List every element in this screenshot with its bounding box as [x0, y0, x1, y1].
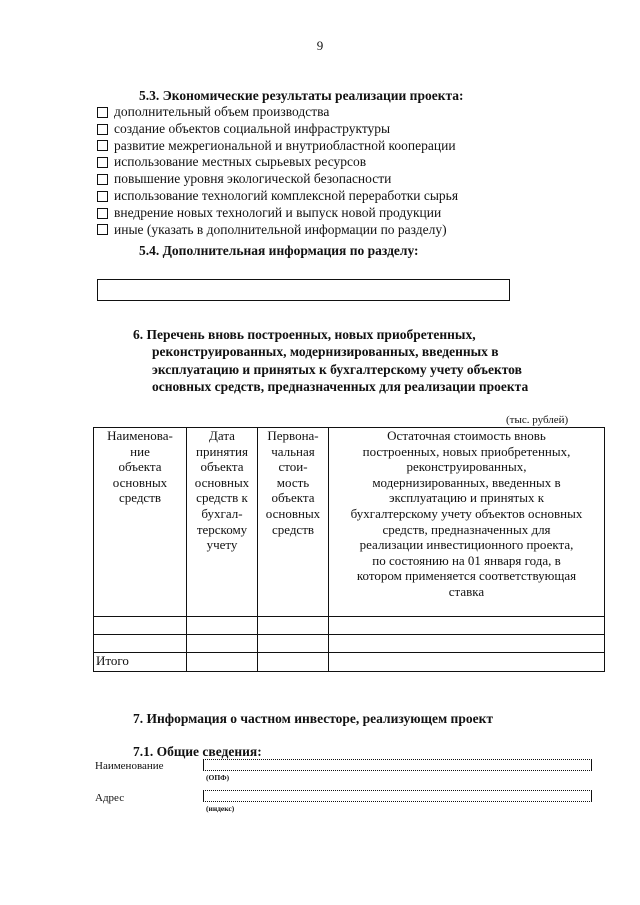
- checklist-item[interactable]: [97, 188, 458, 205]
- table-cell[interactable]: [187, 635, 258, 653]
- economic-results-checklist: [97, 104, 458, 238]
- checklist-item[interactable]: [97, 138, 458, 155]
- section-6-title-line: 6. Перечень вновь построенных, новых приобретенных,: [133, 327, 476, 342]
- checkbox[interactable]: [97, 191, 108, 202]
- checkbox[interactable]: [97, 224, 108, 235]
- table-cell[interactable]: [258, 617, 329, 635]
- total-label: Итого: [94, 653, 187, 672]
- page-number: 9: [316, 38, 324, 53]
- name-label: Наименование: [95, 760, 164, 772]
- section-6-title: [133, 326, 528, 396]
- checklist-item-label: иные (указать в дополнительной информации по разделу): [114, 221, 447, 237]
- checkbox[interactable]: [97, 174, 108, 185]
- checkbox[interactable]: [97, 157, 108, 168]
- section-5-4-title: 5.4. Дополнительная информация по разделу:: [139, 243, 419, 258]
- column-header-asset-name: Наименова- ние объекта основных средств: [94, 428, 187, 617]
- section-6-title-line: эксплуатацию и принятых к бухгалтерскому учету объектов: [152, 361, 522, 377]
- units-label: (тыс. рублей): [506, 414, 569, 426]
- checklist-item-label: внедрение новых технологий и выпуск новой продукции: [114, 204, 442, 220]
- section-7-title: 7. Информация о частном инвесторе, реализующем проект: [133, 711, 493, 726]
- name-field[interactable]: [203, 759, 592, 771]
- checklist-item-label: создание объектов социальной инфраструктуры: [114, 120, 391, 136]
- section-6-title-line: основных средств, предназначенных для реализации проекта: [152, 379, 529, 395]
- checklist-item-label: использование местных сырьевых ресурсов: [114, 154, 367, 170]
- table-row: [94, 635, 605, 653]
- table-cell[interactable]: [329, 653, 605, 672]
- section-7-1-title: 7.1. Общие сведения:: [133, 744, 262, 759]
- table-cell[interactable]: [94, 635, 187, 653]
- checklist-item[interactable]: [97, 121, 458, 138]
- table-row: [94, 617, 605, 635]
- postal-index-sublabel: (индекс): [206, 804, 235, 813]
- address-field[interactable]: [203, 790, 592, 802]
- table-cell[interactable]: [187, 653, 258, 672]
- table-cell[interactable]: [258, 653, 329, 672]
- section-6-title-line: реконструированных, модернизированных, введенных в: [152, 344, 499, 360]
- checkbox[interactable]: [97, 208, 108, 219]
- column-header-acceptance-date: Дата принятия объекта основных средств к бухгал- терскому учету: [187, 428, 258, 617]
- table-cell[interactable]: [329, 635, 605, 653]
- checkbox[interactable]: [97, 124, 108, 135]
- checkbox[interactable]: [97, 107, 108, 118]
- column-header-initial-cost: Первона- чальная стои- мость объекта основных средств: [258, 428, 329, 617]
- checklist-item[interactable]: [97, 222, 458, 239]
- table-cell[interactable]: [329, 617, 605, 635]
- opf-sublabel: (ОПФ): [206, 773, 230, 782]
- checklist-item[interactable]: [97, 205, 458, 222]
- column-header-residual-value: Остаточная стоимость вновь построенных, новых приобретенных, реконструированных, модернизированных, введенных в эксплуатацию и принятых к бухгалтерскому учету объектов основных средств, предназначенных для реализации инвестиционного проекта, по состоянию на 01 января года, в котором применяется соответствующая ставка: [329, 428, 605, 617]
- checklist-item[interactable]: [97, 154, 458, 171]
- table-cell[interactable]: [187, 617, 258, 635]
- table-cell[interactable]: [258, 635, 329, 653]
- additional-info-field[interactable]: [97, 279, 510, 301]
- checklist-item-label: развитие межрегиональной и внутриобластной кооперации: [114, 137, 456, 153]
- section-5-3-title: 5.3. Экономические результаты реализации проекта:: [139, 88, 464, 103]
- table-total-row: [94, 653, 605, 672]
- checklist-item-label: использование технологий комплексной переработки сырья: [114, 187, 459, 203]
- checklist-item-label: повышение уровня экологической безопасности: [114, 171, 392, 187]
- checklist-item[interactable]: [97, 171, 458, 188]
- checklist-item[interactable]: [97, 104, 458, 121]
- table-cell[interactable]: [94, 617, 187, 635]
- table-header-row: [94, 428, 605, 617]
- address-label: Адрес: [95, 792, 125, 804]
- checkbox[interactable]: [97, 140, 108, 151]
- checklist-item-label: дополнительный объем производства: [114, 104, 330, 119]
- fixed-assets-table: [93, 427, 605, 672]
